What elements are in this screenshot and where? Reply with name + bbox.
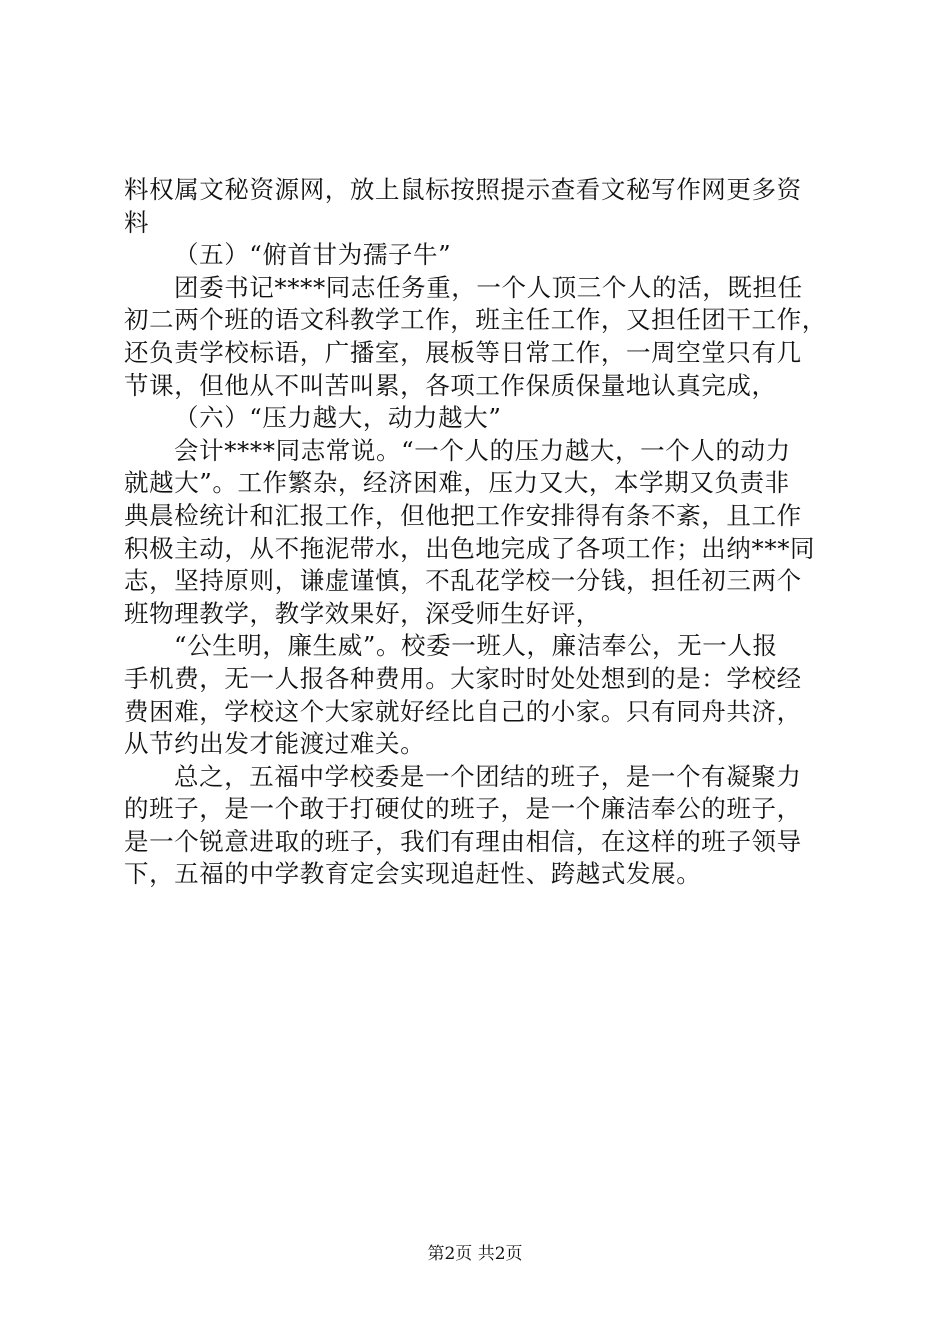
text-line: 总之，五福中学校委是一个团结的班子，是一个有凝聚力	[174, 761, 802, 791]
page-footer	[0, 1244, 950, 1264]
section-heading: （六）“压力越大，动力越大”	[174, 403, 502, 433]
text-line: “公生明，廉生威”。校委一班人，廉洁奉公，无一人报	[174, 631, 778, 661]
text-line: 典晨检统计和汇报工作，但他把工作安排得有条不紊，且工作	[124, 500, 802, 530]
text-line: 班物理教学，教学效果好，深受师生好评，	[124, 598, 601, 628]
text-line: 会计****同志常说。“一个人的压力越大，一个人的动力	[174, 435, 791, 465]
text-line: 志，坚持原则，谦虚谨慎，不乱花学校一分钱，担任初三两个	[124, 566, 802, 596]
text-line: 料权属文秘资源网，放上鼠标按照提示查看文秘写作网更多资	[124, 175, 802, 204]
text-line: 从节约出发才能渡过难关。	[124, 729, 426, 759]
text-line: 节课，但他从不叫苦叫累，各项工作保质保量地认真完成，	[124, 370, 777, 400]
text-line: 下，五福的中学教育定会实现追赶性、跨越式发展。	[124, 859, 702, 889]
text-line: 团委书记****同志任务重，一个人顶三个人的活，既担任	[174, 272, 803, 302]
page-number-label: 第2页 共2页	[427, 1244, 523, 1264]
text-line: 积极主动，从不拖泥带水，出色地完成了各项工作；出纳***同	[124, 533, 816, 563]
text-line: 的班子，是一个敢于打硬仗的班子，是一个廉洁奉公的班子，	[124, 794, 802, 824]
document-body	[124, 174, 834, 891]
text-line: 初二两个班的语文科教学工作，班主任工作，又担任团干工作，	[124, 305, 827, 335]
text-line: 料	[124, 207, 150, 237]
section-heading: （五）“俯首甘为孺子牛”	[174, 240, 452, 270]
text-line: 费困难，学校这个大家就好经比自己的小家。只有同舟共济，	[124, 696, 802, 726]
text-line: 还负责学校标语，广播室，展板等日常工作，一周空堂只有几	[124, 337, 802, 367]
text-line: 就越大”。工作繁杂，经济困难，压力又大，本学期又负责非	[124, 468, 790, 498]
text-line: 是一个锐意进取的班子，我们有理由相信，在这样的班子领导	[124, 826, 802, 856]
text-line: 手机费，无一人报各种费用。大家时时处处想到的是：学校经	[124, 663, 802, 693]
